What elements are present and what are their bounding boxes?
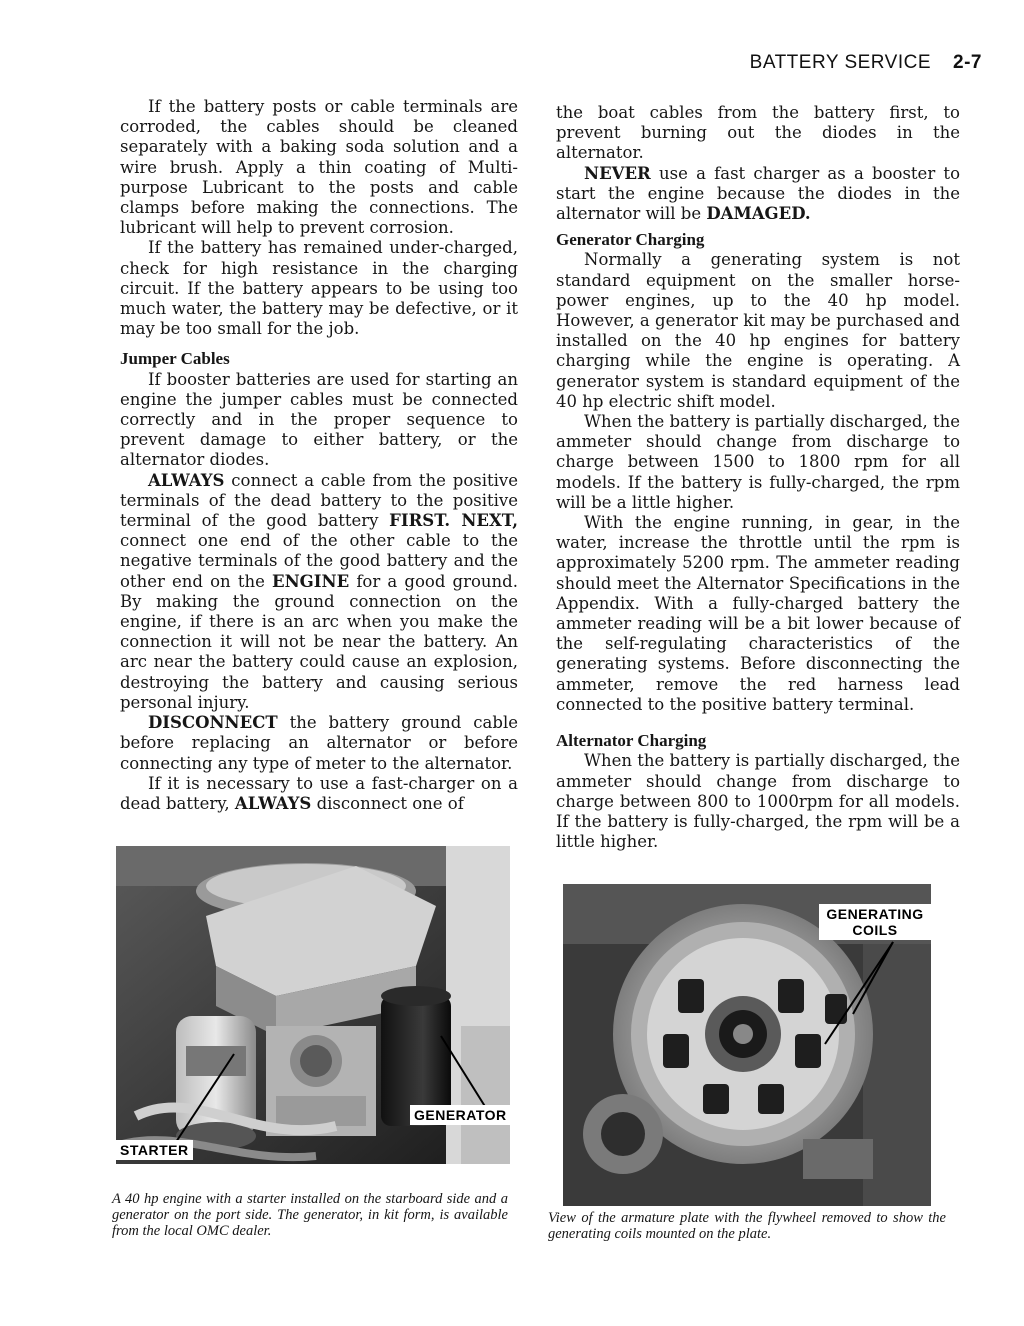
armature-plate-photo <box>563 884 931 1206</box>
paragraph: When the battery is partially discharged, the ammeter should change from discharge to charge between 800 to 1000rpm for all models. If the battery is fully-charged, the rpm will be a little higher. <box>556 751 960 852</box>
paragraph <box>120 774 518 814</box>
keyword: ENGINE <box>272 571 350 591</box>
page-number: 2-7 <box>953 52 982 73</box>
left-column <box>120 97 518 814</box>
starter-label: STARTER <box>116 1140 193 1160</box>
text-run: connect one end of the other cable to the negative terminals of the good battery and the other end on the <box>120 531 518 591</box>
engine-photo-caption: A 40 hp engine with a starter installed on the starboard side and a generator on the port side. The generator, in kit form, is available from the local OMC dealer. <box>112 1191 508 1239</box>
keyword: DAMAGED. <box>706 204 811 224</box>
paragraph: When the battery is partially discharged, the ammeter should change from discharge to charge between 1500 to 1800 rpm for all models. If the battery is fully-charged, the rpm will be a little higher. <box>556 412 960 512</box>
text-run: the battery ground cable before replacing an alternator or before connecting any type of meter to the alternator. <box>120 713 518 773</box>
paragraph: If booster batteries are used for starting an engine the jumper cables must be connected correctly and in the proper sequence to prevent damage to either battery, or the alternator diodes. <box>120 369 518 470</box>
keyword: ALWAYS <box>148 470 225 490</box>
keyword: NEVER <box>584 163 651 183</box>
paragraph: the boat cables from the battery first, to prevent burning out the diodes in the alternator. <box>556 103 960 163</box>
generating-coils-label <box>819 904 931 940</box>
keyword: DISCONNECT <box>148 713 278 733</box>
generator-label: GENERATOR <box>410 1105 510 1125</box>
paragraph <box>556 164 960 225</box>
section-heading-generator-charging: Generator Charging <box>556 230 705 250</box>
text-run: connect a cable from the positive terminals of the dead battery to the positive terminal of the good battery <box>120 470 518 531</box>
generating-coils-label-line2: COILS <box>852 922 898 938</box>
keyword: FIRST. NEXT, <box>389 511 518 531</box>
page-header <box>750 52 982 74</box>
paragraph <box>120 471 518 713</box>
section-heading-alternator-charging: Alternator Charging <box>556 731 707 751</box>
text-run: for a good ground. By making the ground connection on the engine, if there is an arc when you make the connection it will not be near the battery. An arc near the battery could cause an explosion, destroying the battery and causing serious personal injury. <box>120 571 518 712</box>
engine-photo <box>116 846 510 1164</box>
text-run: use a fast charger as a booster to start the engine because the diodes in the alternator will be <box>556 163 960 224</box>
paragraph: If the battery has remained under-charged, check for high resistance in the charging circuit. If the battery appears to be using too much water, the battery may be defective, or it may be too small for the job. <box>120 238 518 339</box>
paragraph: If the battery posts or cable terminals are corroded, the cables should be cleaned separately with a baking soda solution and a wire brush. Apply a thin coating of Multi-purpose Lubricant to the posts and cable clamps before making the connections. The lubricant will help to prevent corrosion. <box>120 97 518 238</box>
right-column <box>556 103 960 852</box>
paragraph: Normally a generating system is not standard equipment on the smaller horse-power engines, up to the 40 hp model. However, a generator kit may be purchased and installed on the 40 hp engines for battery charging while the engine is operating. A generator system is standard equipment of the 40 hp electric shift model. <box>556 250 960 411</box>
paragraph: With the engine running, in gear, in the water, increase the throttle until the rpm is approximately 5200 rpm. The ammeter reading should meet the Alternator Specifications in the Appendix. With a fully-charged battery the ammeter reading will be a bit lower because of the self-regulating characteristics of the generating systems. Before disconnecting the ammeter, remove the red harness lead connected to the positive battery terminal. <box>556 513 960 714</box>
text-run: disconnect one of <box>311 793 464 813</box>
section-heading-jumper-cables: Jumper Cables <box>120 349 230 369</box>
keyword: ALWAYS <box>234 793 312 813</box>
section-title: BATTERY SERVICE <box>749 52 932 73</box>
paragraph <box>120 713 518 774</box>
text-run: If it is necessary to use a fast-charger on a dead battery, <box>120 773 518 813</box>
generating-coils-label-line1: GENERATING <box>826 906 924 922</box>
armature-plate-caption: View of the armature plate with the flywheel removed to show the generating coils mounted on the plate. <box>548 1210 946 1242</box>
